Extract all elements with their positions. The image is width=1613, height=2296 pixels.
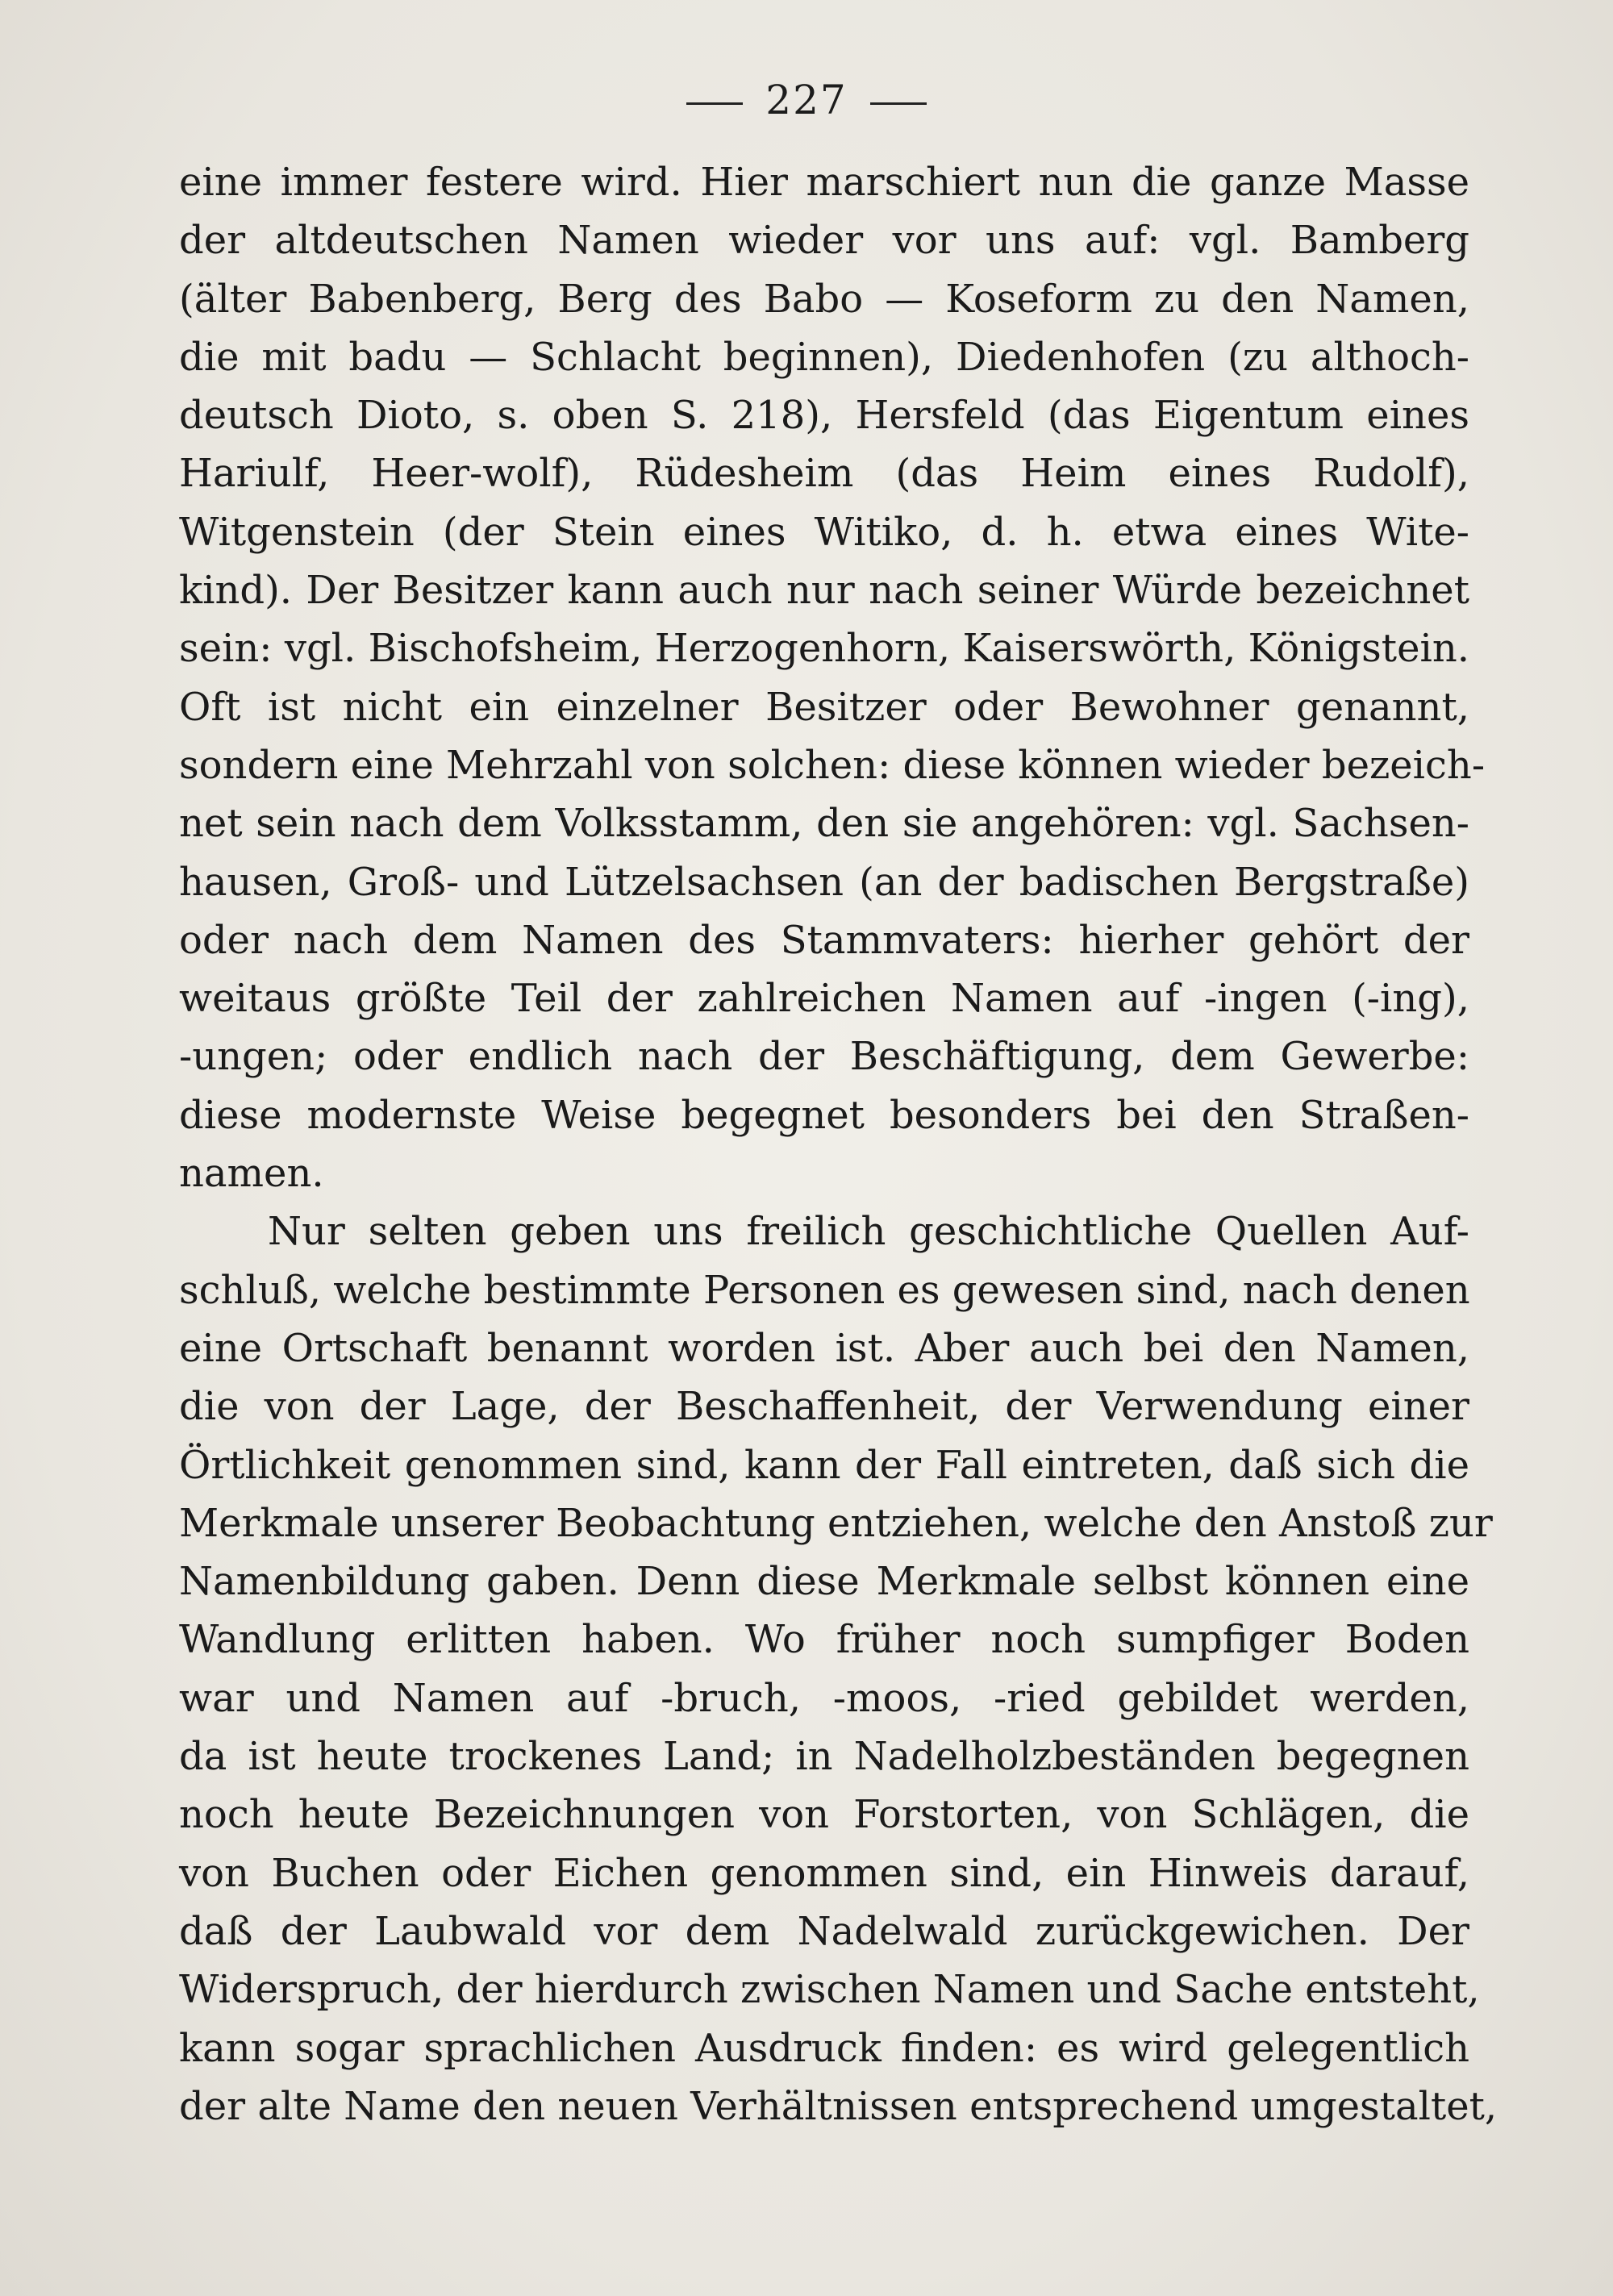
text-line: Oft ist nicht ein einzelner Besitzer oder Bewohner genannt, <box>179 684 1469 730</box>
text-line: der altdeutschen Namen wieder vor uns auf: vgl. Bamberg <box>179 218 1469 264</box>
right-dash <box>870 102 927 105</box>
page-number-header <box>0 77 1613 123</box>
text-line: eine immer festere wird. Hier marschiert nun die ganze Masse <box>179 160 1469 205</box>
text-line: kind). Der Besitzer kann auch nur nach seiner Würde bezeichnet <box>179 568 1469 614</box>
text-line: Merkmale unserer Beobachtung entziehen, welche den Anstoß zur <box>179 1500 1493 1546</box>
text-line: (älter Babenberg, Berg des Babo — Koseform zu den Namen, <box>179 276 1469 322</box>
text-line: sein: vgl. Bischofsheim, Herzogenhorn, Kaiserswörth, Königstein. <box>179 626 1469 672</box>
text-line: eine Ortschaft benannt worden ist. Aber auch bei den Namen, <box>179 1325 1469 1371</box>
text-line: deutsch Dioto, s. oben S. 218), Hersfeld (das Eigentum eines <box>179 393 1469 439</box>
text-line: da ist heute trockenes Land; in Nadelholzbeständen begegnen <box>179 1734 1469 1780</box>
text-line: Hariulf, Heer-wolf), Rüdesheim (das Heim eines Rudolf), <box>179 451 1469 497</box>
text-line: von Buchen oder Eichen genommen sind, ein Hinweis darauf, <box>179 1850 1469 1896</box>
text-line: net sein nach dem Volksstamm, den sie angehören: vgl. Sachsen- <box>179 801 1469 847</box>
text-line: namen. <box>179 1151 324 1197</box>
text-line: war und Namen auf -bruch, -moos, -ried gebildet werden, <box>179 1675 1469 1721</box>
text-line: noch heute Bezeichnungen von Forstorten, von Schlägen, die <box>179 1792 1469 1838</box>
text-line: Witgenstein (der Stein eines Witiko, d. h. etwa eines Wite- <box>179 509 1469 555</box>
text-line: Namenbildung gaben. Denn diese Merkmale selbst können eine <box>179 1559 1469 1605</box>
text-line: sondern eine Mehrzahl von solchen: diese können wieder bezeich- <box>179 742 1486 788</box>
text-line: der alte Name den neuen Verhältnissen entsprechend umgestaltet, <box>179 2083 1498 2129</box>
left-dash <box>686 102 743 105</box>
text-line: Widerspruch, der hierdurch zwischen Namen und Sache entsteht, <box>179 1967 1480 2013</box>
text-line: die mit badu — Schlacht beginnen), Diedenhofen (zu althoch- <box>179 334 1469 380</box>
text-line: daß der Laubwald vor dem Nadelwald zurückgewichen. Der <box>179 1908 1469 1954</box>
text-line: die von der Lage, der Beschaffenheit, der Verwendung einer <box>179 1384 1469 1430</box>
text-line: Nur selten geben uns freilich geschichtliche Quellen Auf- <box>268 1209 1469 1255</box>
text-line: kann sogar sprachlichen Ausdruck finden: es wird gelegentlich <box>179 2025 1469 2071</box>
text-line: -ungen; oder endlich nach der Beschäftigung, dem Gewerbe: <box>179 1034 1469 1080</box>
text-line: oder nach dem Namen des Stammvaters: hierher gehört der <box>179 917 1469 963</box>
text-line: Örtlichkeit genommen sind, kann der Fall eintreten, daß sich die <box>179 1442 1469 1488</box>
text-line: schluß, welche bestimmte Personen es gewesen sind, nach denen <box>179 1267 1470 1313</box>
body-text <box>179 153 1498 2136</box>
page-number: 227 <box>765 77 848 123</box>
text-line: diese modernste Weise begegnet besonders bei den Straßen- <box>179 1092 1469 1138</box>
text-line: weitaus größte Teil der zahlreichen Namen auf -ingen (-ing), <box>179 976 1469 1022</box>
text-line: Wandlung erlitten haben. Wo früher noch sumpfiger Boden <box>179 1617 1469 1663</box>
text-line: hausen, Groß- und Lützelsachsen (an der badischen Bergstraße) <box>179 859 1469 905</box>
